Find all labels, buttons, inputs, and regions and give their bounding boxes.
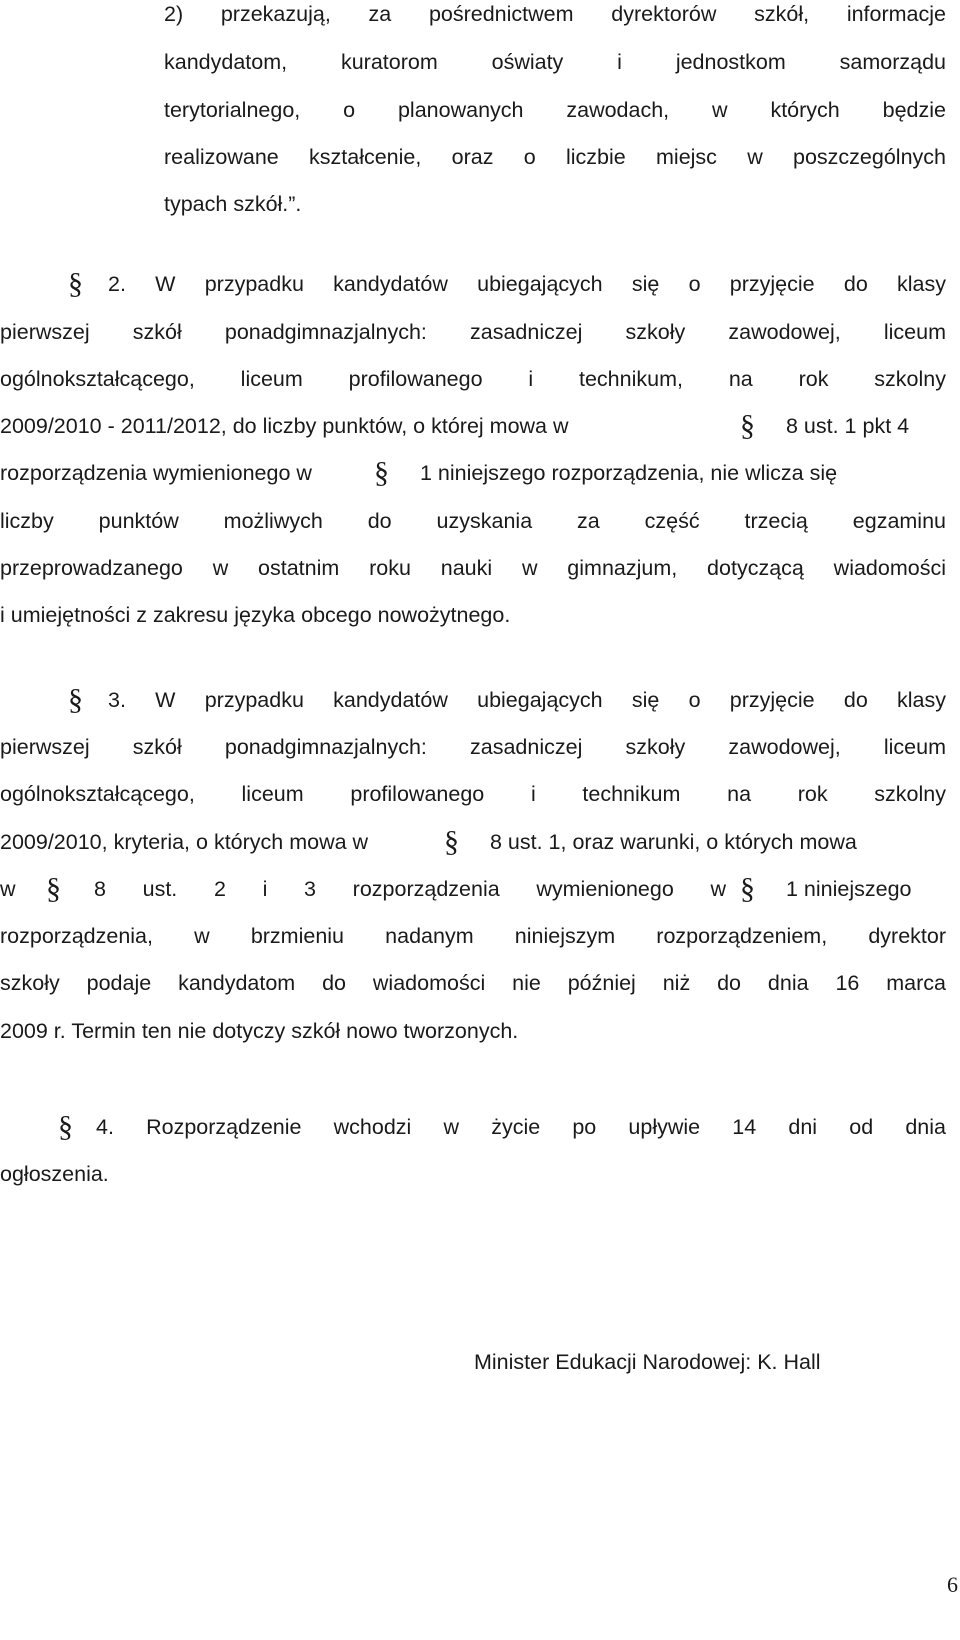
section-symbol: § [740,872,755,905]
section-symbol: § [58,1110,73,1143]
paragraph-2-line-2: pierwszej szkół ponadgimnazjalnych: zasadniczej szkoły zawodowej, liceum [0,320,946,344]
item-2-line-3: terytorialnego, o planowanych zawodach, w których będzie [164,98,946,122]
section-symbol: § [68,683,83,716]
section-symbol: § [68,267,83,300]
item-2-line-5: typach szkół.”. [164,192,302,216]
paragraph-3-line-3: ogólnokształcącego, liceum profilowanego i technikum na rok szkolny [0,782,946,806]
item-2-line-1: 2) przekazują, za pośrednictwem dyrektorów szkół, informacje [164,2,946,26]
paragraph-2-line-5a: rozporządzenia wymienionego w [0,461,312,485]
page-number: 6 [947,1572,958,1597]
section-symbol: § [374,456,389,489]
section-symbol: § [740,409,755,442]
paragraph-2-line-1: 2. W przypadku kandydatów ubiegających się o przyjęcie do klasy [108,272,946,296]
paragraph-2-line-5b: 1 niniejszego rozporządzenia, nie wlicza się [420,461,838,485]
paragraph-3-line-7: szkoły podaje kandydatom do wiadomości nie później niż do dnia 16 marca [0,971,946,995]
paragraph-2-line-4b: 8 ust. 1 pkt 4 [786,414,910,438]
paragraph-3-line-5c: 1 niniejszego [786,877,912,901]
signature: Minister Edukacji Narodowej: K. Hall [474,1350,821,1374]
item-2-line-2: kandydatom, kuratorom oświaty i jednostkom samorządu [164,50,946,74]
paragraph-3-line-4a: 2009/2010, kryteria, o których mowa w [0,830,369,854]
paragraph-4-line-1: 4. Rozporządzenie wchodzi w życie po upływie 14 dni od dnia [96,1115,946,1139]
paragraph-3-line-5b: 8 ust. 2 i 3 rozporządzenia wymienionego w [94,877,726,901]
paragraph-2-line-7: przeprowadzanego w ostatnim roku nauki w gimnazjum, dotyczącą wiadomości [0,556,946,580]
paragraph-3-line-4b: 8 ust. 1, oraz warunki, o których mowa [490,830,857,854]
paragraph-3-line-5a: w [0,877,16,901]
section-symbol: § [46,872,61,905]
paragraph-3-line-6: rozporządzenia, w brzmieniu nadanym niniejszym rozporządzeniem, dyrektor [0,924,946,948]
paragraph-2-line-6: liczby punktów możliwych do uzyskania za część trzecią egzaminu [0,509,946,533]
paragraph-3-line-8: 2009 r. Termin ten nie dotyczy szkół nowo tworzonych. [0,1019,519,1043]
paragraph-3-line-2: pierwszej szkół ponadgimnazjalnych: zasadniczej szkoły zawodowej, liceum [0,735,946,759]
paragraph-2-line-3: ogólnokształcącego, liceum profilowanego i technikum, na rok szkolny [0,367,946,391]
paragraph-2-line-8: i umiejętności z zakresu języka obcego nowożytnego. [0,603,511,627]
paragraph-4-line-2: ogłoszenia. [0,1162,109,1186]
paragraph-2-line-4a: 2009/2010 - 2011/2012, do liczby punktów, o której mowa w [0,414,569,438]
item-2-line-4: realizowane kształcenie, oraz o liczbie miejsc w poszczególnych [164,145,946,169]
section-symbol: § [444,825,459,858]
paragraph-3-line-1: 3. W przypadku kandydatów ubiegających się o przyjęcie do klasy [108,688,946,712]
